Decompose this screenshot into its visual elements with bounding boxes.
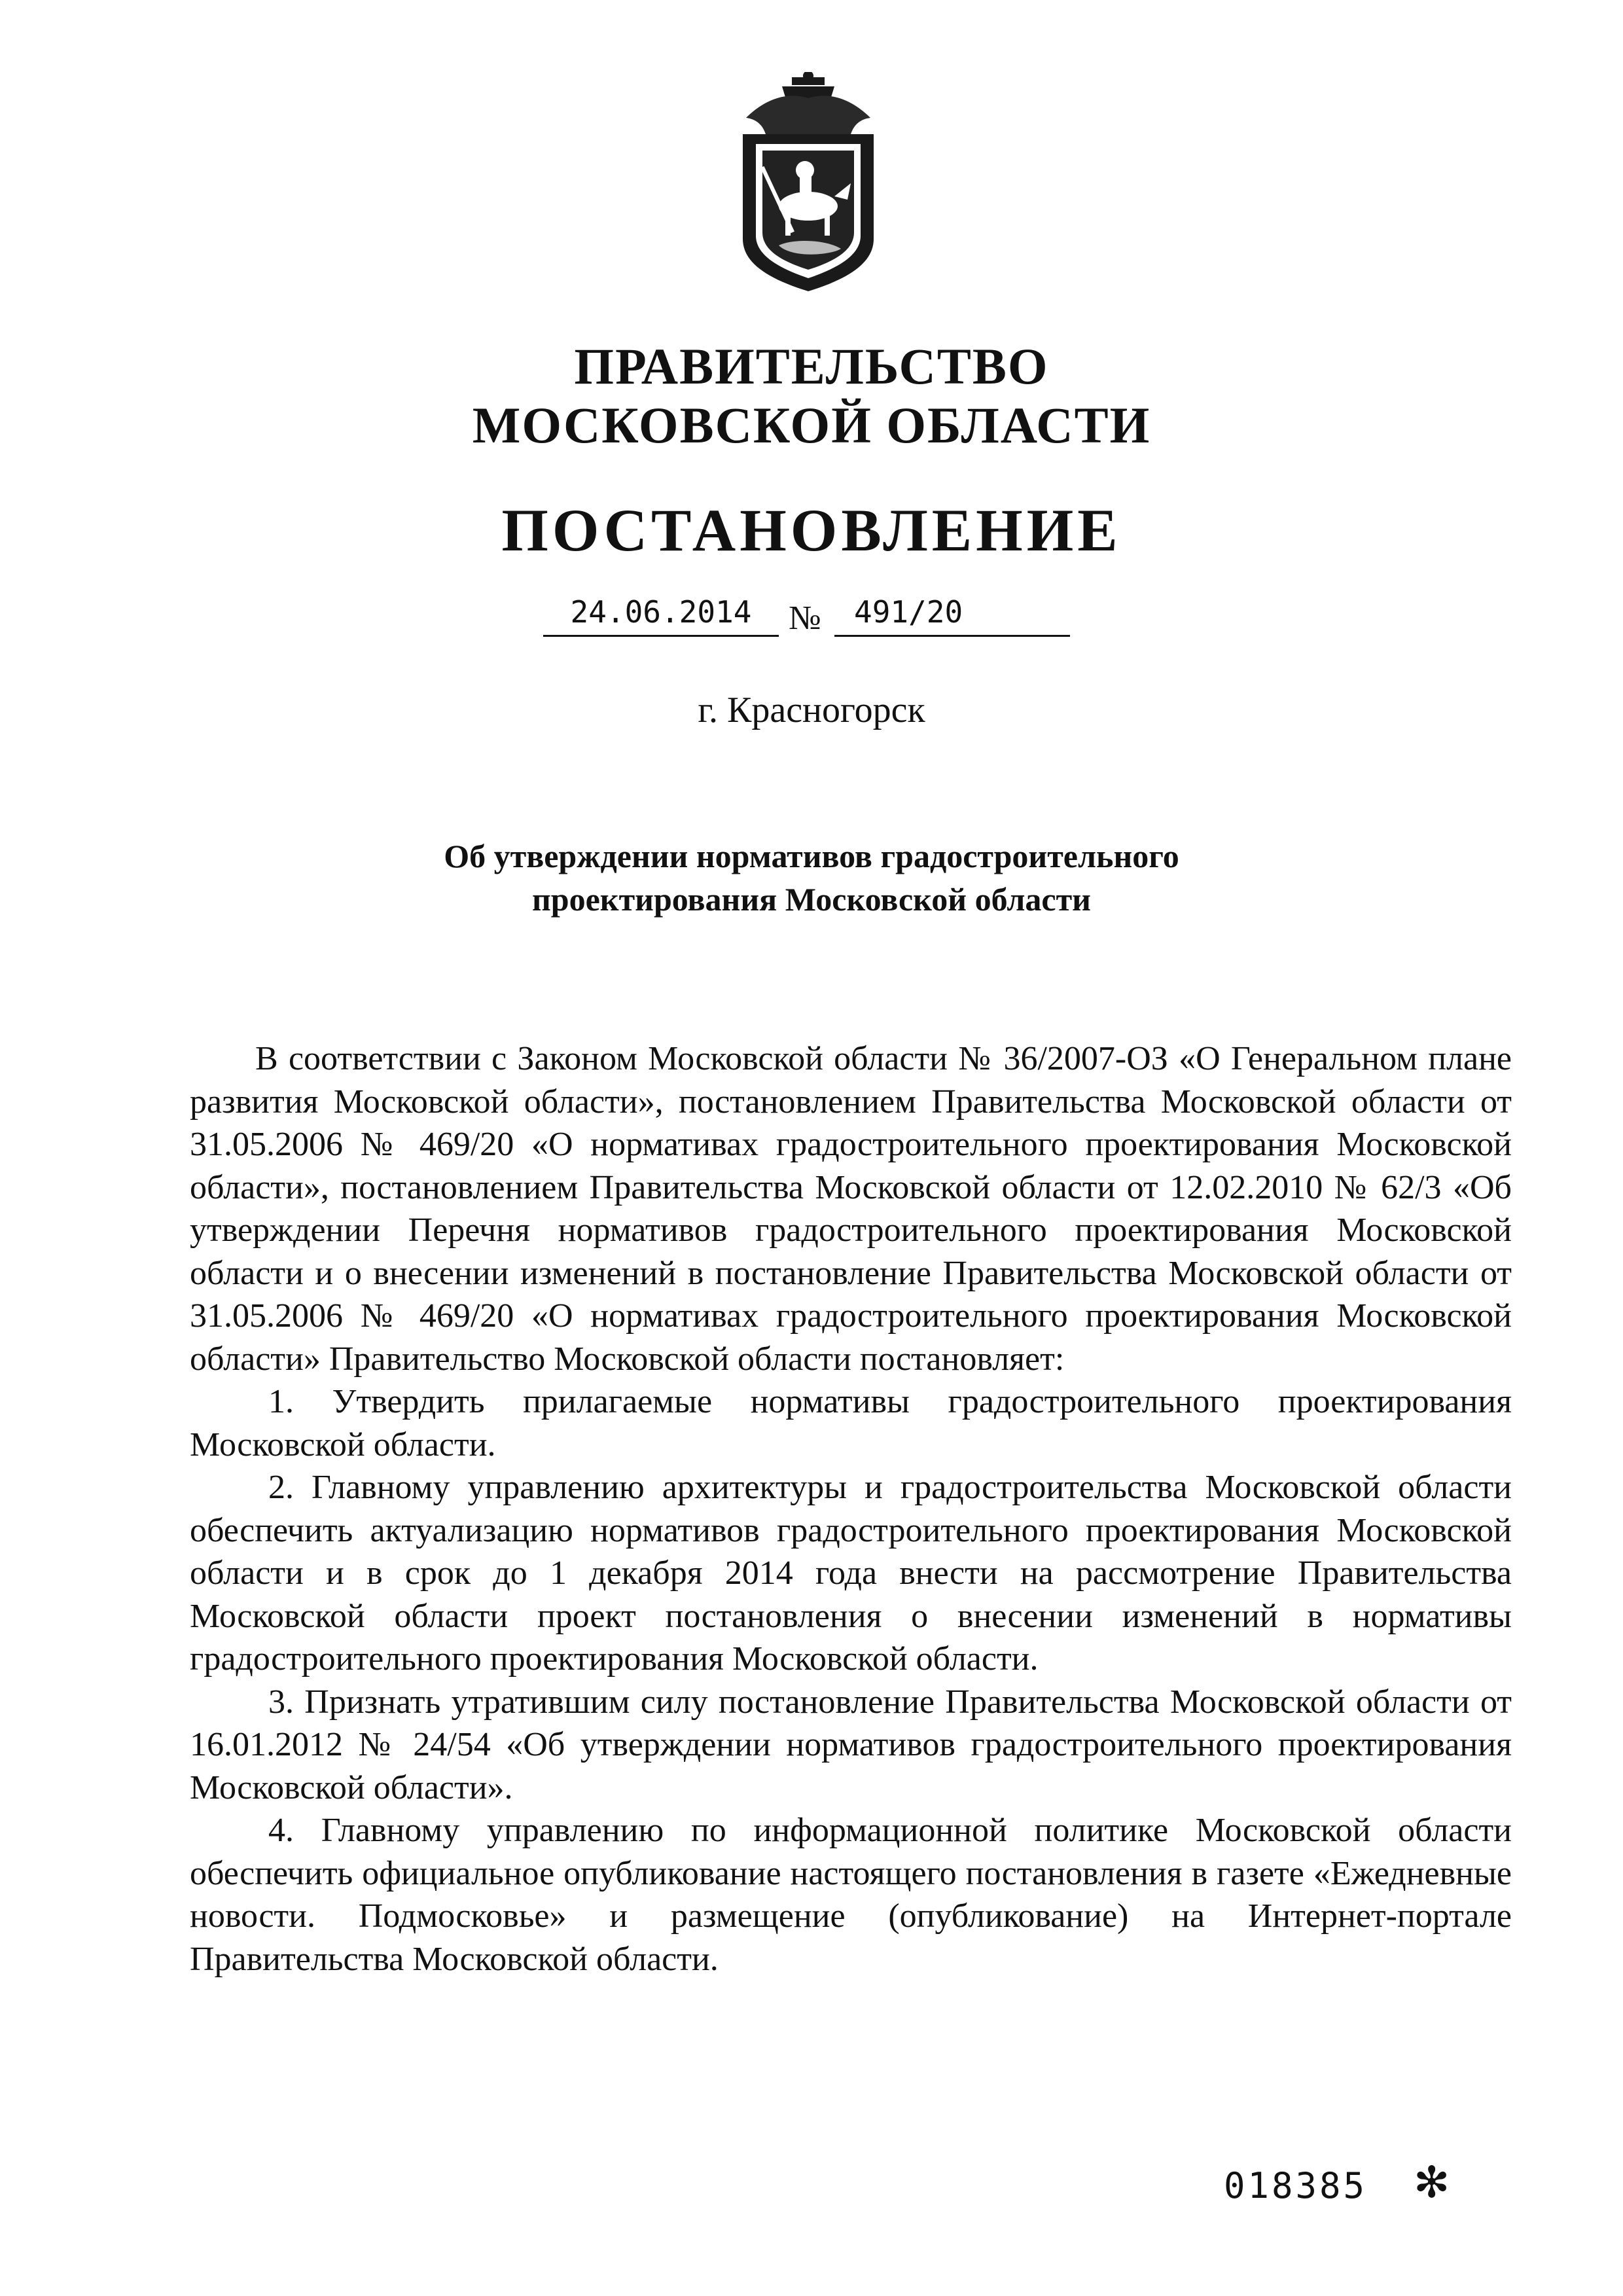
item-paragraph-4: 4. Главному управлению по информационной политике Московской области обеспечить официальное опубликование настоящего постановления в газете «Ежедневные новости. Подмосковье» и размещение (опубликование) на Интернет-портале Правительства Московской области. xyxy=(190,1812,1512,1978)
document-type-title: ПОСТАНОВЛЕНИЕ xyxy=(501,497,1122,564)
item-paragraph-3: 3. Признать утратившим силу постановление Правительства Московской области от 16.01.2012 № 24/54 «Об утверждении нормативов градостроительного проектирования Московской области». xyxy=(190,1683,1512,1806)
asterisk-mark-icon: ✻ xyxy=(1414,2157,1450,2208)
number-sign: № xyxy=(789,600,821,637)
preamble-paragraph: В соответствии с Законом Московской области № 36/2007-ОЗ «О Генеральном плане развития Московской области», постановлением Правительства Московской области от 31.05.2006 № 469/20 «О нормативах градостроительного проектирования Московской области», постановлением Правительства Московской области от 12.02.2010 № 62/3 «Об утверждении Перечня нормативов градостроительного проектирования Московской области и о внесении изменений в постановление Правительства Московской области от 31.05.2006 № 469/20 «О нормативах градостроительного проектирования Московской области» Правительство Московской области постановляет: xyxy=(190,1040,1512,1378)
document-number: 491/20 xyxy=(834,589,1070,637)
issuing-city: г. Красногорск xyxy=(698,690,925,730)
document-body xyxy=(190,1037,1512,1981)
item-paragraph-2: 2. Главному управлению архитектуры и градостроительства Московской области обеспечить актуализацию нормативов градостроительного проектирования Московской области и в срок до 1 декабря 2014 года внести на рассмотрение Правительства Московской области проект постановления о внесении изменений в нормативы градостроительного проектирования Московской области. xyxy=(190,1469,1512,1677)
serial-number: 018385 xyxy=(1224,2165,1368,2206)
date-number-row xyxy=(0,589,1623,641)
government-title-line2: МОСКОВСКОЙ ОБЛАСТИ xyxy=(472,397,1151,454)
item-paragraph-1: 1. Утвердить прилагаемые нормативы градостроительного проектирования Московской области. xyxy=(190,1383,1512,1463)
document-date: 24.06.2014 xyxy=(543,589,779,637)
subject-line1: Об утверждении нормативов градостроительного xyxy=(444,838,1179,874)
government-title-line1: ПРАВИТЕЛЬСТВО xyxy=(574,338,1049,395)
coat-of-arms-icon xyxy=(720,72,897,295)
subject-line2: проектирования Московской области xyxy=(532,881,1091,918)
document-subject xyxy=(0,834,1623,921)
